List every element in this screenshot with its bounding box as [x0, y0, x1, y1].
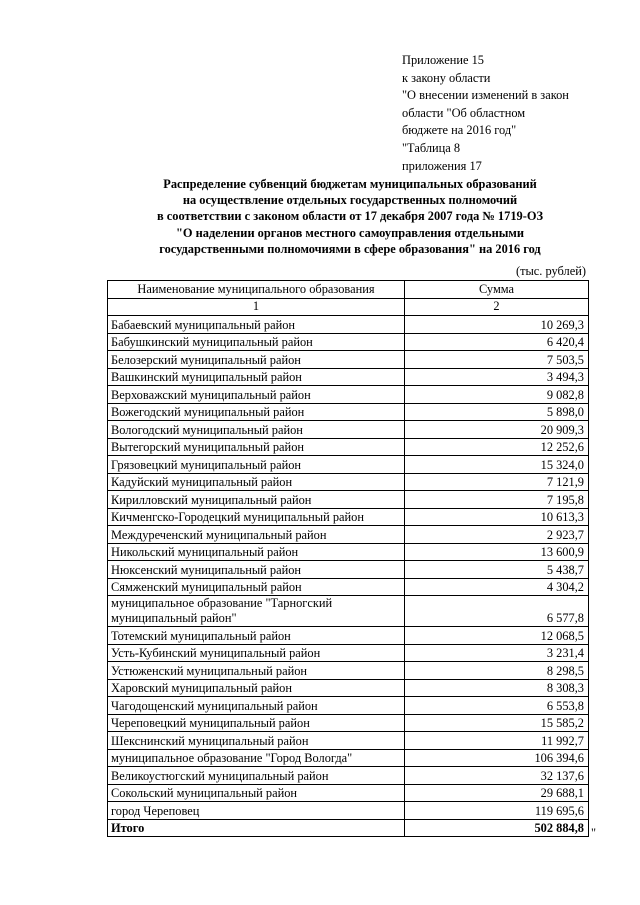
subvention-amount: 7 121,9	[405, 473, 589, 491]
title-line: в соответствии с законом области от 17 декабря 2007 года № 1719-ОЗ	[156, 209, 544, 224]
subvention-amount: 6 577,8	[405, 596, 589, 627]
subvention-amount: 119 695,6	[405, 802, 589, 820]
table-row	[108, 403, 589, 421]
subvention-amount: 12 252,6	[405, 438, 589, 456]
table-row	[108, 438, 589, 456]
subvention-amount: 7 195,8	[405, 491, 589, 509]
subvention-amount: 20 909,3	[405, 421, 589, 439]
column-number: 1	[108, 298, 405, 316]
subvention-amount: 12 068,5	[405, 627, 589, 645]
title-line: государственными полномочиями в сфере образования" на 2016 год	[159, 241, 541, 256]
column-number: 2	[405, 298, 589, 316]
subvention-amount: 4 304,2	[405, 578, 589, 596]
municipality-name: Шекснинский муниципальный район	[108, 732, 405, 750]
subvention-amount: 32 137,6	[405, 767, 589, 785]
table-row	[108, 767, 589, 785]
subvention-amount: 15 585,2	[405, 714, 589, 732]
title-line: Распределение субвенций бюджетам муниципальных образований	[163, 177, 537, 191]
appendix-line: Приложение 15	[402, 53, 484, 67]
table-row	[108, 714, 589, 732]
subvention-amount: 29 688,1	[405, 784, 589, 802]
subvention-amount: 11 992,7	[405, 732, 589, 750]
table-row	[108, 627, 589, 645]
municipality-name: Вашкинский муниципальный район	[108, 368, 405, 386]
total-row	[108, 819, 589, 837]
subvention-amount: 8 308,3	[405, 679, 589, 697]
subvention-amount: 15 324,0	[405, 456, 589, 474]
municipality-name: Вологодский муниципальный район	[108, 421, 405, 439]
table-row	[108, 749, 589, 767]
appendix-line: бюджете на 2016 год"	[402, 123, 517, 138]
table-row	[108, 644, 589, 662]
subvention-amount: 5 438,7	[405, 561, 589, 579]
table-row	[108, 784, 589, 802]
subvention-amount: 3 231,4	[405, 644, 589, 662]
table-row	[108, 697, 589, 715]
municipality-name: Кичменгско-Городецкий муниципальный район	[108, 508, 405, 526]
municipality-name: Верховажский муниципальный район	[108, 386, 405, 404]
table-row	[108, 732, 589, 750]
header-sum: Сумма	[405, 281, 589, 299]
municipality-name: Междуреченский муниципальный район	[108, 526, 405, 544]
subventions-table	[107, 280, 589, 837]
municipality-name: Бабушкинский муниципальный район	[108, 333, 405, 351]
appendix-line: "Таблица 8	[402, 140, 461, 155]
table-row	[108, 386, 589, 404]
subvention-amount: 10 613,3	[405, 508, 589, 526]
table-row	[108, 662, 589, 680]
municipality-name: Вожегодский муниципальный район	[108, 403, 405, 421]
municipality-name: Никольский муниципальный район	[108, 543, 405, 561]
subvention-amount: 2 923,7	[405, 526, 589, 544]
subvention-amount: 13 600,9	[405, 543, 589, 561]
table-row	[108, 596, 589, 627]
subvention-amount: 3 494,3	[405, 368, 589, 386]
subvention-amount: 6 553,8	[405, 697, 589, 715]
total-label: Итого	[108, 819, 405, 837]
appendix-line: к закону области	[402, 70, 491, 85]
table-row	[108, 491, 589, 509]
municipality-name: Белозерский муниципальный район	[108, 351, 405, 369]
appendix-line: "О внесении изменений в закон	[402, 88, 569, 103]
municipality-name: муниципальное образование "Тарногский муниципальный район"	[108, 596, 405, 627]
subvention-amount: 5 898,0	[405, 403, 589, 421]
subvention-amount: 7 503,5	[405, 351, 589, 369]
table-header-row	[108, 281, 589, 299]
header-name: Наименование муниципального образования	[108, 281, 405, 299]
subvention-amount: 8 298,5	[405, 662, 589, 680]
municipality-name: Тотемский муниципальный район	[108, 627, 405, 645]
municipality-name: Кирилловский муниципальный район	[108, 491, 405, 509]
municipality-name: Бабаевский муниципальный район	[108, 316, 405, 334]
table-row	[108, 351, 589, 369]
municipality-name: Усть-Кубинский муниципальный район	[108, 644, 405, 662]
table-row	[108, 561, 589, 579]
appendix-line: приложения 17	[402, 158, 482, 173]
municipality-name: Сокольский муниципальный район	[108, 784, 405, 802]
table-row	[108, 578, 589, 596]
appendix-line: области "Об областном	[402, 105, 526, 120]
table-row	[108, 679, 589, 697]
municipality-name: город Череповец	[108, 802, 405, 820]
document-title	[100, 176, 600, 257]
municipality-name: Устюженский муниципальный район	[108, 662, 405, 680]
subvention-amount: 9 082,8	[405, 386, 589, 404]
municipality-name: Вытегорский муниципальный район	[108, 438, 405, 456]
table-row	[108, 526, 589, 544]
table-row	[108, 421, 589, 439]
table-row	[108, 543, 589, 561]
municipality-name: Кадуйский муниципальный район	[108, 473, 405, 491]
table-row	[108, 368, 589, 386]
table-row	[108, 473, 589, 491]
subvention-amount: 10 269,3	[405, 316, 589, 334]
table-row	[108, 316, 589, 334]
municipality-name: Харовский муниципальный район	[108, 679, 405, 697]
table-row	[108, 508, 589, 526]
table-row	[108, 802, 589, 820]
table-row	[108, 333, 589, 351]
subvention-amount: 106 394,6	[405, 749, 589, 767]
closing-quote: "	[591, 826, 597, 840]
municipality-name: муниципальное образование "Город Вологда"	[108, 749, 405, 767]
table-row	[108, 456, 589, 474]
municipality-name: Сямженский муниципальный район	[108, 578, 405, 596]
municipality-name: Грязовецкий муниципальный район	[108, 456, 405, 474]
municipality-name: Нюксенский муниципальный район	[108, 561, 405, 579]
total-amount: 502 884,8	[405, 819, 589, 837]
title-line: "О наделении органов местного самоуправления отдельными	[176, 225, 524, 240]
title-line: на осуществление отдельных государственных полномочий	[182, 193, 518, 208]
municipality-name: Великоустюгский муниципальный район	[108, 767, 405, 785]
municipality-name: Череповецкий муниципальный район	[108, 714, 405, 732]
units-label: (тыс. рублей)	[515, 264, 586, 278]
appendix-header	[402, 52, 622, 175]
municipality-name: Чагодощенский муниципальный район	[108, 697, 405, 715]
column-number-row	[108, 298, 589, 316]
subvention-amount: 6 420,4	[405, 333, 589, 351]
